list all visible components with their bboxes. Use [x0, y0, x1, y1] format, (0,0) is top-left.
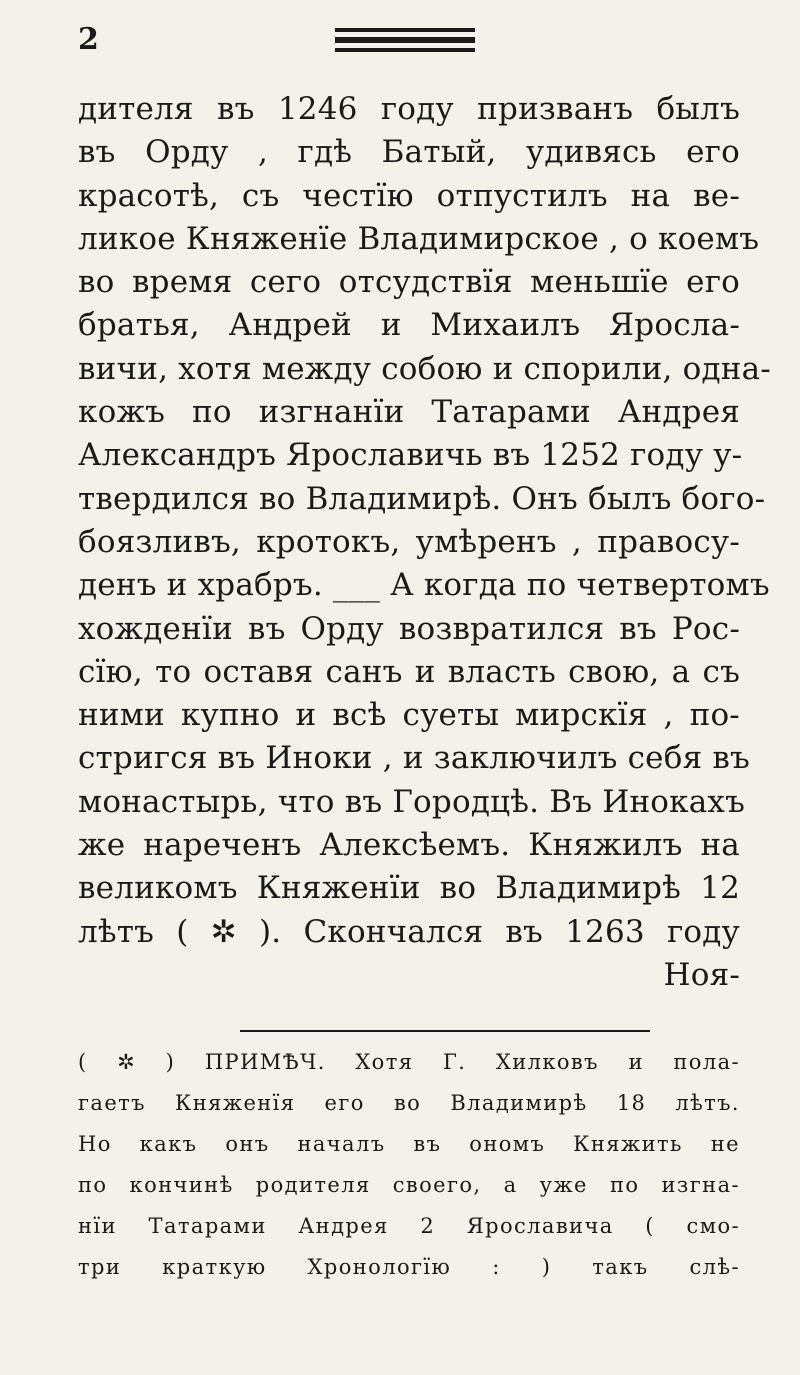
text-line: великомъ Княженїи во Владимирѣ 12: [78, 870, 740, 907]
footnote-line: нїи Татарами Андрея 2 Ярославича ( смо-: [78, 1214, 740, 1238]
main-text: [78, 88, 771, 997]
text-line: красотѣ, съ честїю отпустилъ на ве-: [78, 177, 740, 214]
footnote-line: по кончинѣ родителя своего, а уже по изгна-: [78, 1173, 740, 1197]
text-line: кожъ по изгнанїи Татарами Андрея: [78, 394, 740, 431]
footnote: [78, 1042, 740, 1288]
bottom-margin: [0, 1295, 800, 1375]
text-line: дителя въ 1246 году призванъ былъ: [78, 91, 740, 127]
text-line: ликое Княженїе Владимирское , о коемъ: [78, 220, 760, 257]
header-ornament-rule: [335, 28, 475, 57]
text-line: во время сего отсудствїя меньшїе его: [78, 264, 740, 301]
footnote-line: Но какъ онъ началъ въ ономъ Княжить не: [78, 1132, 740, 1156]
page-number: 2: [78, 22, 99, 57]
text-line: Александръ Ярославичь въ 1252 году у-: [78, 437, 743, 474]
text-line: денъ и храбръ. ___ А когда по четвертомъ: [78, 567, 770, 604]
footnote-line: гаетъ Княженїя его во Владимирѣ 18 лѣтъ.: [78, 1091, 740, 1115]
text-line: твердился во Владимирѣ. Онъ былъ бого-: [78, 480, 766, 517]
text-line: ними купно и всѣ суеты мирскїя , по-: [78, 697, 740, 734]
footnote-line: три краткую Хронологїю : ) такъ слѣ-: [78, 1255, 740, 1279]
text-line: же нареченъ Алексѣемъ. Княжилъ на: [78, 827, 740, 864]
text-line: стригся въ Иноки , и заключилъ себя въ: [78, 740, 750, 777]
footnote-line: ( ✲ ) ПРИМѢЧ. Хотя Г. Хилковъ и пола-: [78, 1050, 740, 1074]
text-line: хожденїи въ Орду возвратился въ Рос-: [78, 610, 740, 647]
text-line: въ Орду , гдѣ Батый, удивясь его: [78, 134, 740, 171]
text-line: лѣтъ ( ✲ ). Скончался въ 1263 году: [78, 913, 740, 950]
footnote-divider: [240, 1030, 650, 1032]
text-line: сїю, то оставя санъ и власть свою, а съ: [78, 653, 740, 690]
text-line: монастырь, что въ Городцѣ. Въ Инокахъ: [78, 783, 746, 820]
text-line: вичи, хотя между собою и спорили, одна-: [78, 350, 771, 387]
catchword: Ноя-: [663, 956, 740, 993]
text-line: боязливъ, кротокъ, умѣренъ , правосу-: [78, 523, 740, 560]
text-line: братья, Андрей и Михаилъ Яросла-: [78, 307, 740, 344]
